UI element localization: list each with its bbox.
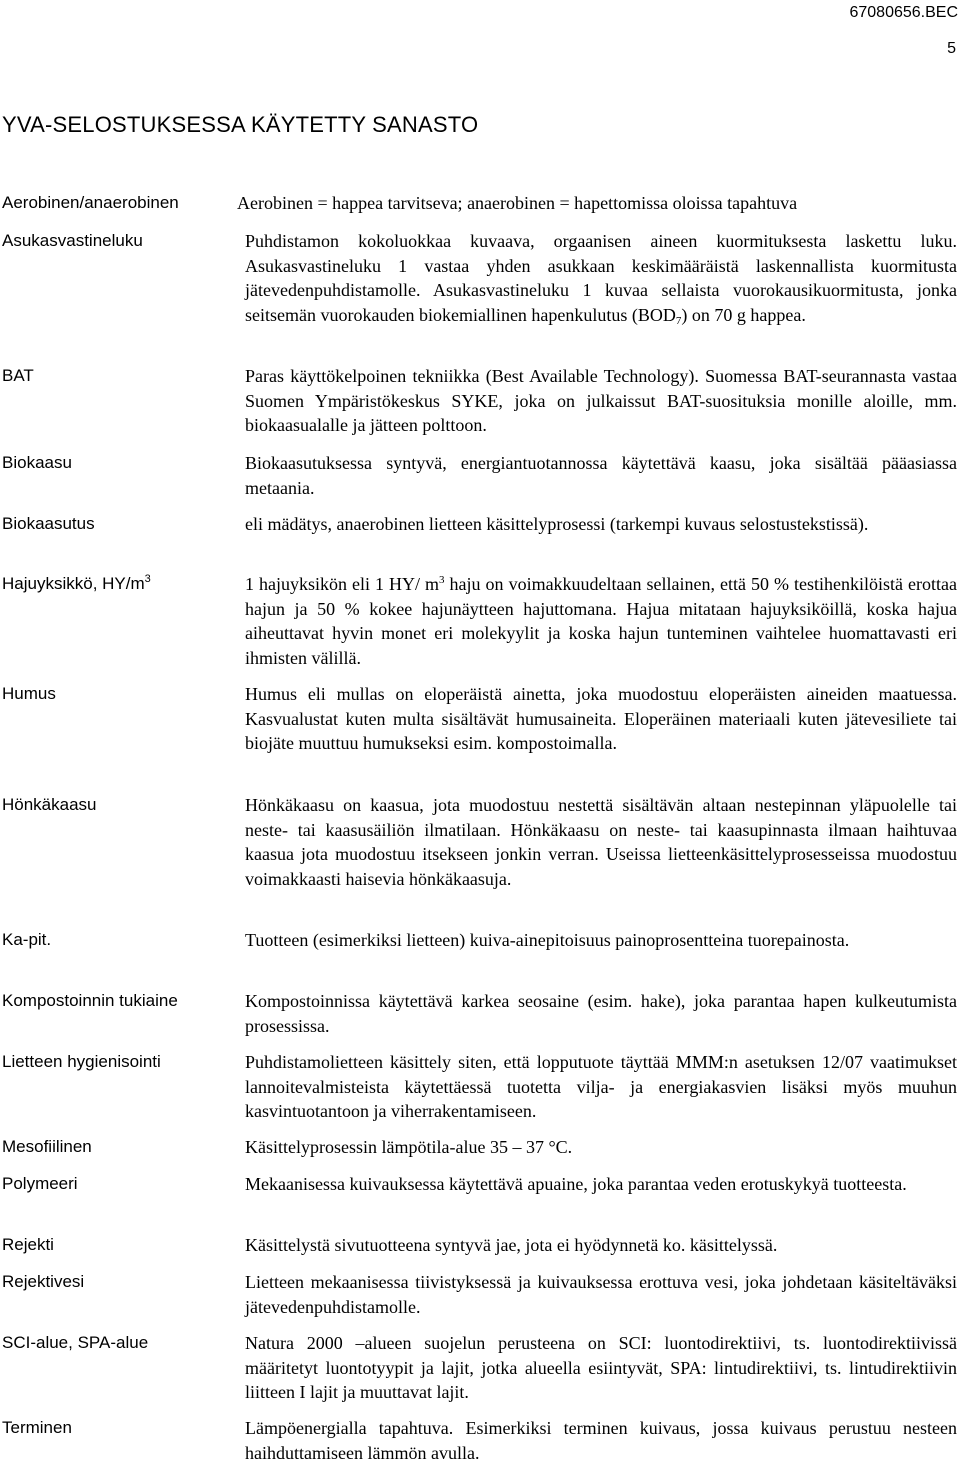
definition: Paras käyttökelpoinen tekniikka (Best Available Technology). Suomessa BAT-seurannasta vastaa Suomen Ympäristökeskus SYKE, joka on julkaissut BAT-suosituksia monille aloille, mm. biokaasualalle ja jätteen polttoon. xyxy=(245,366,957,436)
definition: Biokaasutuksessa syntyvä, energiantuotannossa käytettävä kaasu, joka sisältää pääasiassa metaania. xyxy=(245,453,957,498)
page-number: 5 xyxy=(947,40,956,57)
term: Asukasvastineluku xyxy=(2,231,143,250)
term: Terminen xyxy=(2,1418,72,1437)
definition: Lämpöenergialla tapahtuva. Esimerkiksi terminen kuivaus, jossa kuivaus perustuu nesteen haihduttamiseen lämmön avulla. xyxy=(245,1418,957,1463)
definition-text-end: ) on 70 g happea. xyxy=(681,304,806,325)
definition: Aerobinen = happea tarvitseva; anaerobinen = hapettomissa oloissa tapahtuva xyxy=(237,193,798,213)
term: Aerobinen/anaerobinen xyxy=(2,193,179,212)
definition-subscript: 7 xyxy=(675,314,682,327)
term: Biokaasu xyxy=(2,453,72,472)
term-superscript: 3 xyxy=(144,573,151,585)
term: BAT xyxy=(2,366,34,385)
definition: Tuotteen (esimerkiksi lietteen) kuiva-ainepitoisuus painoprosentteina tuorepainosta. xyxy=(245,930,850,950)
definition-text-end: haju on voimakkuudeltaan sellainen, että 50 % testihenkilöistä erottaa hajun ja 50 % kokee hajunäytteen hajuttomana. Hajua mitataan hajuyksiköillä, koska hajua aiheuttavat hyvin monet eri molekyylit ja koska hajun tunteminen vaihtelee huomattavasti eri ihmisten välillä. xyxy=(245,574,957,668)
term: Rejekti xyxy=(2,1235,54,1254)
term: Humus xyxy=(2,684,56,703)
definition: Käsittelystä sivutuotteena syntyvä jae, jota ei hyödynnetä ko. käsittelyssä. xyxy=(245,1235,778,1255)
term: Rejektivesi xyxy=(2,1272,85,1291)
definition xyxy=(245,229,957,327)
definition xyxy=(245,572,957,670)
term: Lietteen hygienisointi xyxy=(2,1052,161,1071)
definition-text: 1 hajuyksikön eli 1 HY/ m xyxy=(245,574,440,594)
definition: Puhdistamolietteen käsittely siten, että lopputuote täyttää MMM:n asetuksen 12/07 vaatimukset lannoitevalmisteista käytettäessä tuotetta vilja- ja energiakasvien lisäksi myös muuhun kasvintuotantoon ja viherrakentamiseen. xyxy=(245,1052,957,1122)
term: SCI-alue, SPA-alue xyxy=(2,1333,149,1352)
page-title: YVA-SELOSTUKSESSA KÄYTETTY SANASTO xyxy=(2,112,479,137)
term: Polymeeri xyxy=(2,1174,78,1193)
definition: Natura 2000 –alueen suojelun perusteena on SCI: luontodirektiivi, ts. luontodirektiivissä määritetyt luontotyypit ja lajit, jotka alueella esiintyvät, SPA: lintudirektiivi, ts. lintudirektiivin liitteen I lajit ja muuttavat lajit. xyxy=(245,1333,957,1403)
definition: Mekaanisessa kuivauksessa käytettävä apuaine, joka parantaa veden erotuskykyä tuotteesta. xyxy=(245,1174,907,1194)
definition-text: Puhdistamon kokoluokkaa kuvaava, orgaanisen aineen kuormituksesta laskettu luku. Asukasvastineluku 1 vastaa yhden asukkaan keskimääräistä laskennallista kuormitusta jätevedenpuhdistamolle. Asukasvastineluku 1 kuvaa sellaista vuorokausikuormitusta, jonka seitsemän vuorokauden biokemiallinen hapenkulutus (BOD xyxy=(245,231,957,325)
definition-superscript: 3 xyxy=(439,574,445,586)
term xyxy=(2,572,151,597)
document-id: 67080656.BEC xyxy=(849,4,958,21)
term: Biokaasutus xyxy=(2,514,95,533)
definition: Hönkäkaasu on kaasua, jota muodostuu nestettä sisältävän altaan nestepinnan yläpuolelle tai neste- tai kaasusäiliön ilmatilaan. Hönkäkaasu on neste- tai kaasupinnasta ilmaan haihtuvaa kaasua jota muodostuu itsekseen jonkin verran. Useissa lietteenkäsittelyprosesseissa muodostuu voimakkaasti haisevia hönkäkaasuja. xyxy=(245,795,957,889)
definition: Lietteen mekaanisessa tiivistyksessä ja kuivauksessa erottuva vesi, joka johdetaan käsiteltäväksi jätevedenpuhdistamolle. xyxy=(245,1272,957,1317)
term: Ka-pit. xyxy=(2,930,52,949)
definition: Humus eli mullas on eloperäistä ainetta, joka muodostuu eloperäisten aineiden maatuessa. Kasvualustat kuten multa sisältävät humusaineita. Eloperäinen materiaali kuten jätevesiliete tai biojäte muuttuu humukseksi esim. kompostoimalla. xyxy=(245,684,957,754)
definition: Käsittelyprosessin lämpötila-alue 35 – 37 °C. xyxy=(245,1137,573,1157)
definition: Kompostoinnissa käytettävä karkea seosaine (esim. hake), joka parantaa hapen kulkeutumista prosessissa. xyxy=(245,991,957,1036)
term: Kompostoinnin tukiaine xyxy=(2,991,178,1010)
term-text: Hajuyksikkö, HY/m xyxy=(2,574,145,593)
term: Hönkäkaasu xyxy=(2,795,97,814)
definition: eli mädätys, anaerobinen lietteen käsittelyprosessi (tarkempi kuvaus selostustekstissä). xyxy=(245,514,869,534)
term: Mesofiilinen xyxy=(2,1137,92,1156)
